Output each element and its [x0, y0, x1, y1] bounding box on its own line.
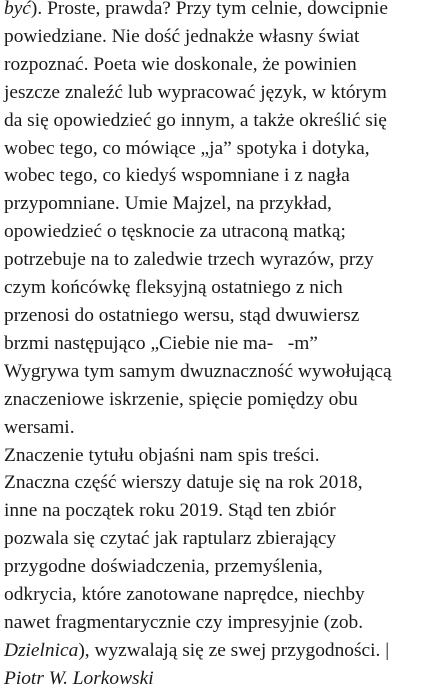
- author-signature: [4, 665, 434, 693]
- text-line: wobec tego, co mówiące „ja” spotyka i dotyka,: [4, 137, 370, 159]
- text-line: Znaczenie tytułu objaśni nam spis treści.: [4, 444, 320, 466]
- text-line: pozwala się czytać jak raptularz zbierający: [4, 528, 337, 550]
- italic-title-word: być: [4, 0, 31, 19]
- text-line: nawet fragmentarycznie czy impresyjnie (zob.: [4, 611, 364, 633]
- text-line: da się opowiedzieć go innym, a także określić się: [4, 109, 387, 131]
- text-line: brzmi następująco „Ciebie nie ma- -m”: [4, 332, 318, 354]
- text-fragment: ). Proste, prawda? Przy tym celnie, dowcipnie: [30, 0, 388, 19]
- text-line: Wygrywa tym samym dwuznaczność wywołującą: [4, 360, 392, 382]
- text-line: przygodne doświadczenia, przemyślenia,: [4, 556, 323, 578]
- text-line: przypomniane. Umie Majzel, na przykład,: [4, 193, 332, 215]
- text-line: wersami.: [4, 416, 75, 438]
- text-line: jeszcze znaleźć lub wypracować język, w którym: [4, 81, 387, 103]
- text-line: Znaczna część wierszy datuje się na rok 2018,: [4, 472, 363, 494]
- text-line: [4, 637, 434, 665]
- article-page: [4, 0, 434, 693]
- paragraph-title-explanation: [4, 442, 434, 693]
- text-line: przenosi do ostatniego wersu, stąd dwuwiersz: [4, 304, 360, 326]
- text-line: powiedziane. Nie dość jednakże własny świat: [4, 25, 360, 47]
- text-line: [4, 0, 434, 23]
- text-fragment: ), wyzwalają się ze swej przygodności. |: [78, 639, 390, 661]
- text-line: znaczeniowe iskrzenie, spięcie pomiędzy obu: [4, 388, 358, 410]
- text-line: wobec tego, co kiedyś wspomniane i z nagła: [4, 165, 350, 187]
- text-line: odkrycia, które zanotowane naprędce, niechby: [4, 584, 365, 606]
- author-name: Piotr W. Lorkowski: [4, 667, 154, 689]
- text-line: potrzebuje na to zaledwie trzech wyrazów, przy: [4, 249, 374, 271]
- italic-poem-title: Dzielnica: [4, 639, 79, 661]
- text-line: inne na początek roku 2019. Stąd ten zbiór: [4, 500, 336, 522]
- text-line: rozpoznać. Poeta wie doskonale, że powinien: [4, 53, 357, 75]
- text-line: opowiedzieć o tęsknocie za utraconą matką;: [4, 221, 346, 243]
- paragraph-review-body: [4, 0, 434, 442]
- text-line: czym końcówkę fleksyjną ostatniego z nich: [4, 277, 343, 299]
